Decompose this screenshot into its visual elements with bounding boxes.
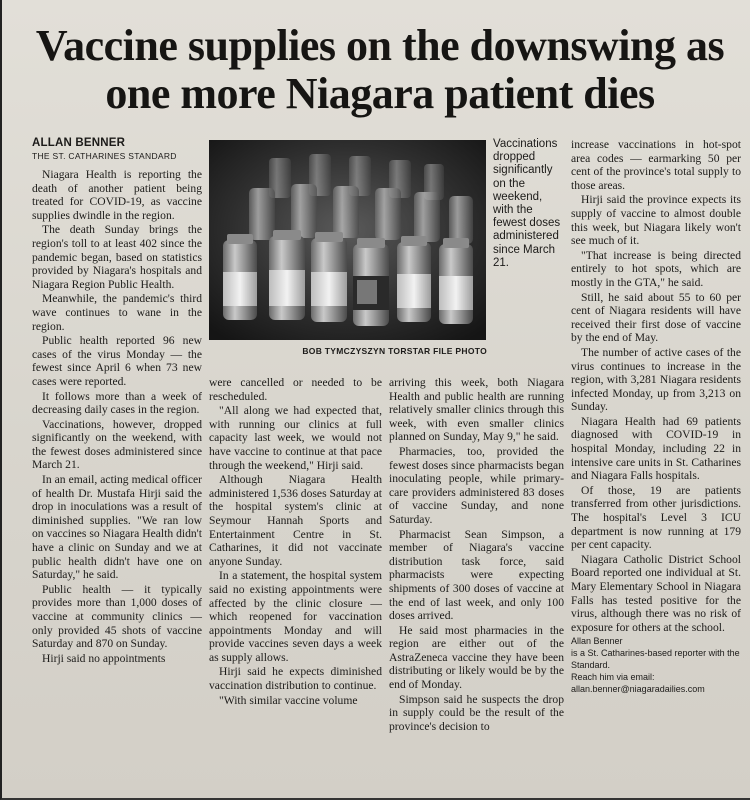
signoff-name: Allan Benner (571, 636, 623, 647)
article-column-4 (571, 138, 741, 695)
paragraph: Meanwhile, the pandemic's third wave continues to wane in the region. (32, 292, 202, 333)
paragraph: In a statement, the hospital system said no existing appointments were affected by the clinic closure — which reopened for vaccination appointments Monday and will provide vaccines seven days a week as supply allows. (209, 569, 382, 664)
paragraph: Still, he said about 55 to 60 per cent of Niagara residents will have received their first dose of vaccine by the end of May. (571, 290, 741, 345)
paragraph: In an email, acting medical officer of health Dr. Mustafa Hirji said the drop in inoculations was a result of diminished supplies. "We ran low on vaccines so Niagara Health didn't have a clinic on Sunday and we at public health didn't have one on Saturday," he said. (32, 473, 202, 582)
paragraph: Vaccinations, however, dropped significantly on the weekend, with the fewest doses administered since March 21. (32, 417, 202, 472)
paragraph: Hirji said the province expects its supply of vaccine to almost double this week, but Niagara likely won't see much of it. (571, 193, 741, 248)
signoff-email[interactable]: allan.benner@niagaradailies.com (571, 684, 705, 695)
paragraph: "That increase is being directed entirely to hot spots, which are mostly in the GTA," he said. (571, 248, 741, 289)
paragraph: Pharmacist Sean Simpson, a member of Niagara's vaccine distribution task force, said pharmacists were expecting shipments of 300 doses of vaccine at the end of last week, and only 100 doses arrived. (389, 527, 564, 623)
paragraph: Niagara Catholic District School Board reported one individual at St. Mary Elementary School in Niagara Falls has tested positive for the virus, although there was no risk of exposure for others at the school. (571, 552, 741, 634)
article-column-2 (209, 376, 382, 708)
byline-author: ALLAN BENNER (32, 137, 126, 149)
paragraph: Hirji said no appointments (42, 651, 166, 665)
paragraph: Niagara Health is reporting the death of another patient being treated for COVID-19, as vaccine supplies dwindle in the region. (32, 168, 202, 222)
paragraph: Simpson said he suspects the drop in supply could be the result of the province's decision to (389, 692, 564, 733)
article-column-1 (32, 168, 202, 666)
byline-publication: THE ST. CATHARINES STANDARD (32, 151, 177, 161)
paragraph: He said most pharmacies in the region are either out of the AstraZeneca vaccine they have been distributing or likely would be by the end of Monday. (389, 623, 564, 692)
paragraph: "With similar vaccine volume (219, 693, 358, 707)
vials-image (209, 140, 486, 340)
vaccine-vials-photo (209, 140, 486, 340)
paragraph: Of those, 19 are patients transferred from other jurisdictions. The hospital's Level 3 ICU department is now running at 179 per cent capacity. (571, 483, 741, 552)
paragraph: Public health reported 96 new cases of the virus Monday — the fewest since April 6 when 73 new cases were reported. (32, 334, 202, 388)
paragraph: The number of active cases of the virus continues to increase in the region, with 3,281 Niagara residents infected Monday, up from 3,213 on Sunday. (571, 345, 741, 414)
paragraph: increase vaccinations in hot-spot area codes — earmarking 50 per cent of the province's total supply to those areas. (571, 138, 741, 192)
paragraph: Public health — it typically provides more than 1,000 doses of vaccine at community clinics — only provided 45 shots of vaccine Saturday and 870 on Sunday. (32, 582, 202, 651)
paragraph: were cancelled or needed to be rescheduled. (209, 376, 382, 403)
photo-credit: BOB TYMCZYSZYN TORSTAR FILE PHOTO (302, 346, 487, 356)
signoff-contact-label: Reach him via email: (571, 672, 655, 683)
signoff-bio: is a St. Catharines-based reporter with the Standard. (571, 648, 740, 671)
headline: Vaccine supplies on the downswing as one more Niagara patient dies (35, 21, 725, 118)
paragraph: It follows more than a week of decreasing daily cases in the region. (32, 389, 202, 417)
paragraph: "All along we had expected that, with running our clinics at full capacity last week, we would not have vaccine to continue at that pace through the weekend," Hirji said. (209, 404, 382, 472)
paragraph: arriving this week, both Niagara Health and public health are running relatively smaller clinics through this week, with even smaller clinics planned on Sunday, May 9," he said. (389, 376, 564, 444)
article-column-3 (389, 376, 564, 734)
paragraph: The death Sunday brings the region's toll to at least 402 since the pandemic began, based on statistics provided by Niagara's hospitals and Niagara Region Public Health. (32, 223, 202, 291)
paragraph: Niagara Health had 69 patients diagnosed with COVID-19 in hospital Monday, including 22 in intensive care units in St. Catharines and Niagara Falls hospitals. (571, 414, 741, 483)
photo-caption: Vaccinations dropped significantly on the weekend, with the fewest doses administered since March 21. (493, 138, 561, 269)
paragraph: Pharmacies, too, provided the fewest doses since pharmacists began inoculating people, while primary-care providers administered 83 doses of vaccine Sunday, and none Saturday. (389, 444, 564, 526)
paragraph: Hirji said he expects diminished vaccination distribution to continue. (209, 665, 382, 693)
paragraph: Although Niagara Health administered 1,536 doses Saturday at the hospital system's clinic at Seymour Hannah Sports and Entertainment Centre in St. Catharines, it did not vaccinate anyone Sunday. (209, 473, 382, 568)
